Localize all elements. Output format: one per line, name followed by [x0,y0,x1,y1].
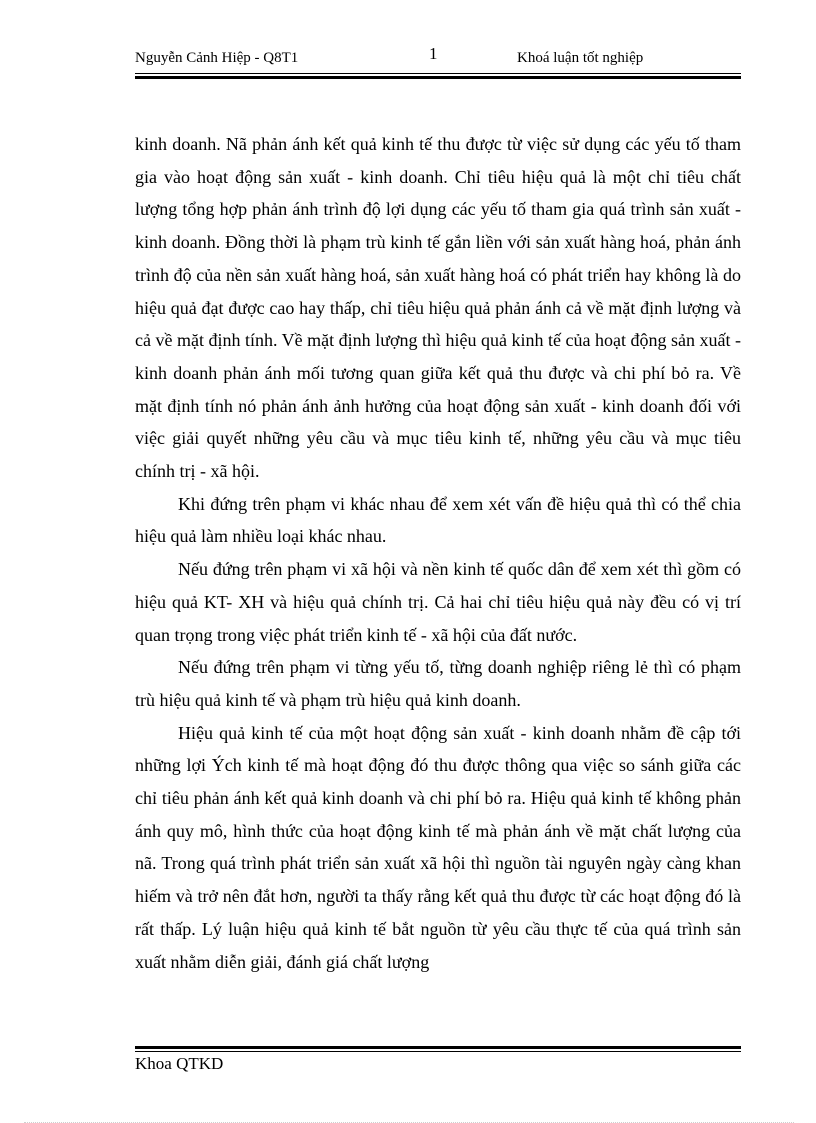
page-header [135,44,741,72]
header-rule-thin [135,73,741,74]
paragraph-3: Nếu đứng trên phạm vi xã hội và nền kinh tế quốc dân để xem xét thì gồm có hiệu quả KT- XH và hiệu quả chính trị. Cả hai chỉ tiêu hiệu quả này đều có vị trí quan trọng trong việc phát triển kinh tế - xã hội của đất nước. [135,559,741,645]
page-number: 1 [429,44,438,63]
paragraph-2: Khi đứng trên phạm vi khác nhau để xem xét vấn đề hiệu quả thì có thể chia hiệu quả làm nhiều loại khác nhau. [135,493,741,547]
body-text [135,128,741,978]
header-author: Nguyễn Cảnh Hiệp - Q8T1 [135,50,299,66]
paragraph-5: Hiệu quả kinh tế của một hoạt động sản xuất - kinh doanh nhằm đề cập tới những lợi Ých kinh tế mà hoạt động đó thu được thông qua việc so sánh giữa các chỉ tiêu phản ánh kết quả kinh doanh và chi phí bỏ ra. Hiệu quả kinh tế không phản ánh quy mô, hình thức của hoạt động kinh tế mà phản ánh về mặt chất lượng của nã. Trong quá trình phát triển sản xuất xã hội thì nguồn tài nguyên ngày càng khan hiếm và trở nên đắt hơn, người ta thấy rằng kết quả thu được từ các hoạt động đó là rất thấp. Lý luận hiệu quả kinh tế bắt nguồn từ yêu cầu thực tế của quá trình sản xuất nhằm diễn giải, đánh giá chất lượng [135,722,741,972]
footer-department: Khoa QTKD [135,1054,224,1073]
paragraph-1: kinh doanh. Nã phản ánh kết quả kinh tế thu được từ việc sử dụng các yếu tố tham gia vào hoạt động sản xuất - kinh doanh. Chỉ tiêu hiệu quả là một chỉ tiêu chất lượng tổng hợp phản ánh trình độ lợi dụng các yếu tố tham gia quá trình sản xuất - kinh doanh. Đồng thời là phạm trù kinh tế gắn liền với sản xuất hàng hoá, phản ánh trình độ của nền sản xuất hàng hoá, sản xuất hàng hoá có phát triển hay không là do hiệu quả đạt được cao hay thấp, chỉ tiêu hiệu quả phản ánh cả về mặt định lượng và cả về mặt định tính. Về mặt định lượng thì hiệu quả kinh tế của hoạt động sản xuất - kinh doanh phản ánh mối tương quan giữa kết quả thu được và chi phí bỏ ra. Về mặt định tính nó phản ánh ảnh hưởng của hoạt động sản xuất - kinh doanh đối với việc giải quyết những yêu cầu và mục tiêu kinh tế, những yêu cầu và mục tiêu chính trị - xã hội. [135,134,741,482]
footer-rule-thick [135,1046,741,1049]
header-thesis-label: Khoá luận tốt nghiệp [517,50,644,66]
footer-rule-thin [135,1051,741,1052]
header-rule-thick [135,76,741,79]
paragraph-4: Nếu đứng trên phạm vi từng yếu tố, từng doanh nghiệp riêng lẻ thì có phạm trù hiệu quả kinh tế và phạm trù hiệu quả kinh doanh. [135,657,741,710]
